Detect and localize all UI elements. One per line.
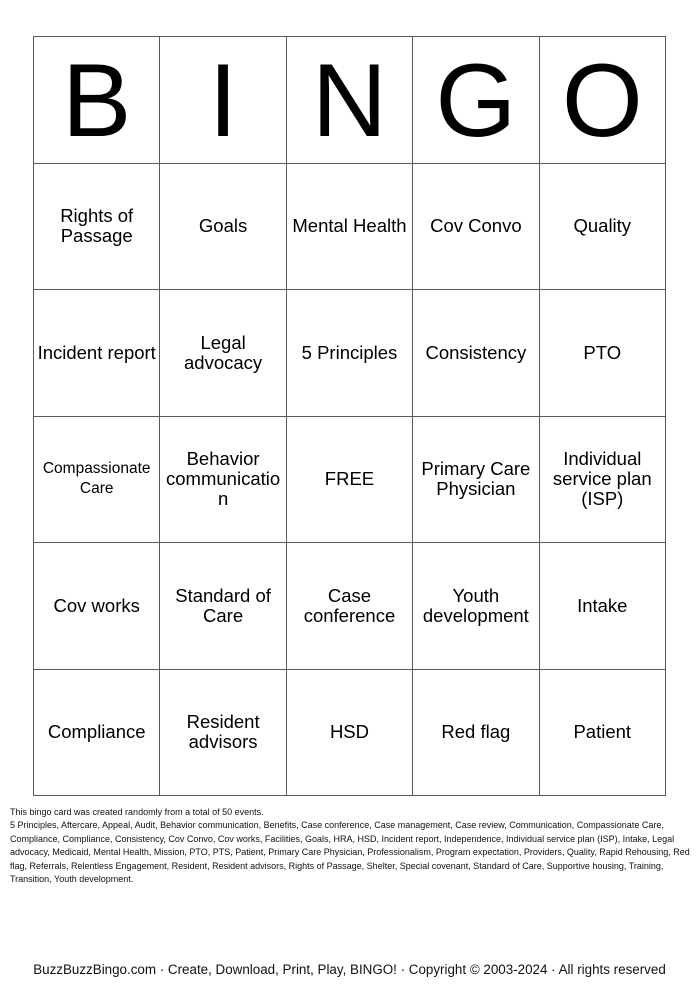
bingo-cell: Resident advisors [160, 669, 286, 796]
bingo-cell: Legal advocacy [160, 290, 286, 417]
page-footer: BuzzBuzzBingo.com · Create, Download, Print, Play, BINGO! · Copyright © 2003-2024 · All rights reserved [33, 962, 666, 977]
bingo-cell: Youth development [413, 543, 539, 670]
bingo-cell: Compliance [34, 669, 160, 796]
info-event-list: 5 Principles, Aftercare, Appeal, Audit, Behavior communication, Benefits, Case conference, Case management, Case review, Communication, Compassionate Care, Compliance, Compliance, Consistency, Cov Convo, Cov works, Facilities, Goals, HRA, HSD, Incident report, Independence, Individual service plan (ISP), Intake, Legal advocacy, Medicaid, Mental Health, Mission, PTO, PTS, Patient, Primary Care Physician, Professionalism, Program expectation, Providers, Quality, Rapid Rehousing, Red flag, Referrals, Relentless Engagement, Resident, Resident advisors, Rights of Passage, Shelter, Special covenant, Standard of Care, Supportive housing, Training, Transition, Youth development. [10, 820, 690, 885]
bingo-cell: Red flag [413, 669, 539, 796]
header-letter-g: G [413, 37, 539, 164]
bingo-cell: Individual service plan (ISP) [539, 416, 665, 543]
header-letter-n: N [286, 37, 412, 164]
bingo-cell: 5 Principles [286, 290, 412, 417]
grid-row-1 [34, 163, 666, 290]
bingo-cell: Rights of Passage [34, 163, 160, 290]
bingo-cell: Cov works [34, 543, 160, 670]
grid-row-3 [34, 416, 666, 543]
bingo-cell: Quality [539, 163, 665, 290]
free-space-cell: FREE [286, 416, 412, 543]
bingo-cell: Goals [160, 163, 286, 290]
grid-row-2 [34, 290, 666, 417]
bingo-cell: Primary Care Physician [413, 416, 539, 543]
grid-row-5 [34, 669, 666, 796]
bingo-cell: Intake [539, 543, 665, 670]
header-letter-b: B [34, 37, 160, 164]
bingo-cell: Consistency [413, 290, 539, 417]
header-letter-o: O [539, 37, 665, 164]
bingo-card [33, 36, 666, 796]
info-summary: This bingo card was created randomly from a total of 50 events. [10, 807, 264, 817]
header-letter-i: I [160, 37, 286, 164]
bingo-cell: Incident report [34, 290, 160, 417]
bingo-cell: Standard of Care [160, 543, 286, 670]
card-info [10, 806, 690, 886]
bingo-cell: PTO [539, 290, 665, 417]
header-row [34, 37, 666, 164]
bingo-cell: Behavior communication [160, 416, 286, 543]
bingo-cell: Patient [539, 669, 665, 796]
grid-row-4 [34, 543, 666, 670]
bingo-cell: Cov Convo [413, 163, 539, 290]
bingo-cell: Case conference [286, 543, 412, 670]
bingo-cell: Compassionate Care [34, 416, 160, 543]
bingo-cell: HSD [286, 669, 412, 796]
bingo-cell: Mental Health [286, 163, 412, 290]
